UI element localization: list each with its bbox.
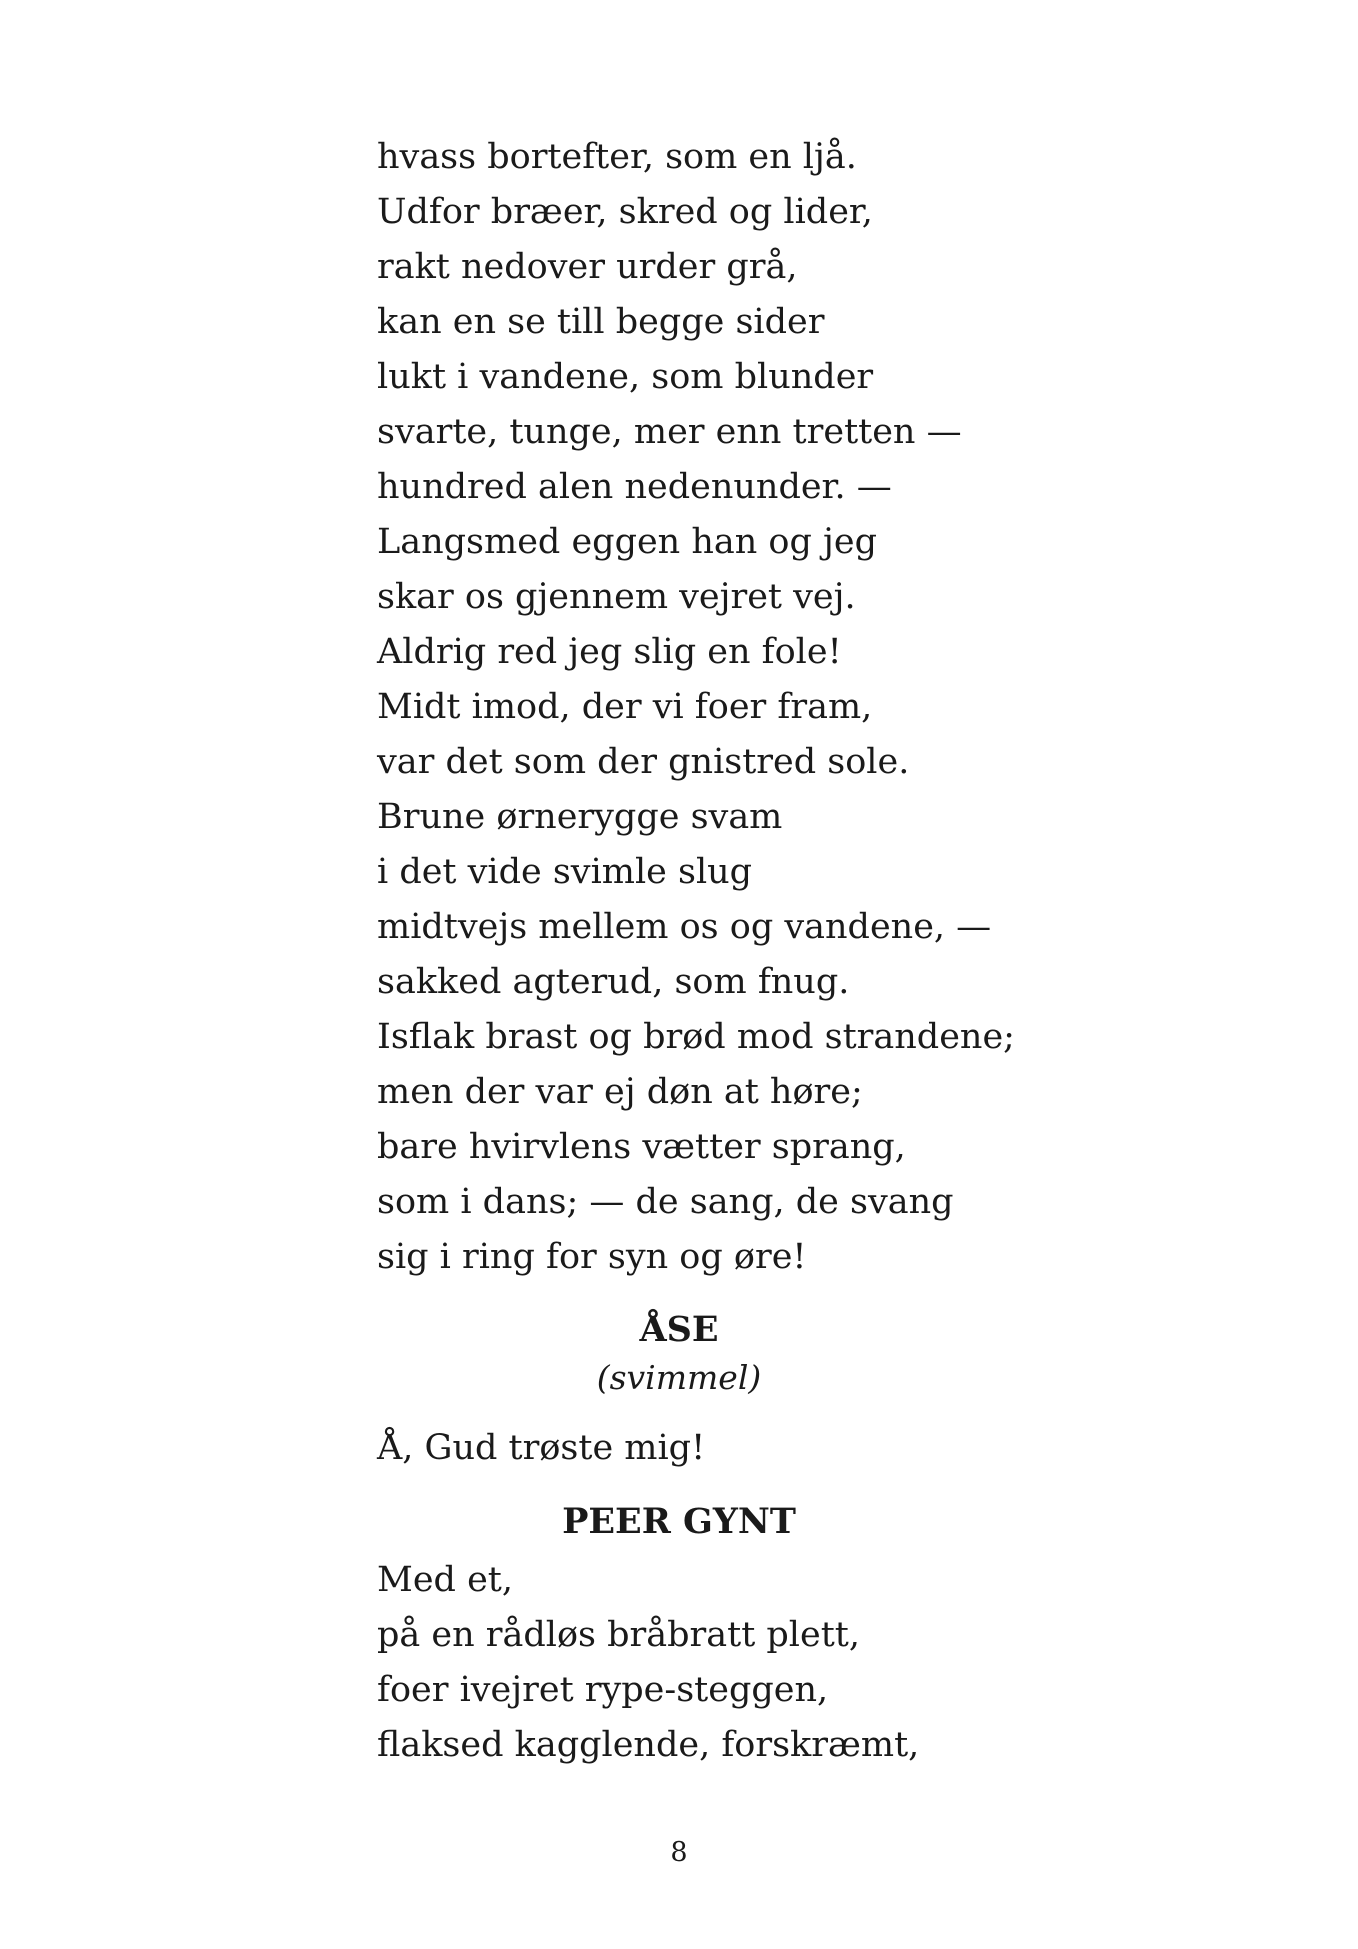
verse-line: Med et, <box>377 1560 513 1600</box>
verse-line: lukt i vandene, som blunder <box>377 357 874 397</box>
verse-line: rakt nedover urder grå, <box>377 247 798 287</box>
verse-line: men der var ej døn at høre; <box>377 1072 863 1112</box>
verse-line: Langsmed eggen han og jeg <box>377 522 877 562</box>
verse-line: foer ivejret rype-steggen, <box>377 1670 829 1710</box>
verse-block-1 <box>377 130 1015 1285</box>
verse-line: midtvejs mellem os og vandene, — <box>377 907 992 947</box>
verse-line: kan en se till begge sider <box>377 302 825 342</box>
verse-line: Isflak brast og brød mod strandene; <box>377 1017 1015 1057</box>
verse-line: Udfor bræer, skred og lider, <box>377 192 873 232</box>
verse-line: var det som der gnistred sole. <box>377 742 910 782</box>
verse-line: i det vide svimle slug <box>377 852 753 892</box>
verse-line: sig i ring for syn og øre! <box>377 1237 807 1277</box>
speaker-name-ase: ÅSE <box>639 1309 719 1350</box>
page-number: 8 <box>670 1837 688 1868</box>
speaker-name-peer-gynt: PEER GYNT <box>562 1501 796 1542</box>
verse-line: Aldrig red jeg slig en fole! <box>377 632 842 672</box>
verse-line: sakked agterud, som fnug. <box>377 962 850 1002</box>
verse-line: Midt imod, der vi foer fram, <box>377 687 873 727</box>
verse-line: bare hvirvlens vætter sprang, <box>377 1127 906 1167</box>
verse-line: på en rådløs bråbratt plett, <box>377 1615 860 1655</box>
verse-block-3 <box>377 1553 919 1773</box>
verse-line: flaksed kagglende, forskræmt, <box>377 1725 920 1765</box>
verse-line: Brune ørnerygge svam <box>377 797 783 837</box>
verse-line: skar os gjennem vejret vej. <box>377 577 856 617</box>
verse-line: Å, Gud trøste mig! <box>377 1428 706 1468</box>
verse-line: som i dans; — de sang, de svang <box>377 1182 954 1222</box>
stage-direction: (svimmel) <box>596 1358 762 1397</box>
verse-line: hundred alen nedenunder. — <box>377 467 892 507</box>
verse-line: svarte, tunge, mer enn tretten — <box>377 412 962 452</box>
verse-line: hvass bortefter, som en ljå. <box>377 137 857 177</box>
verse-block-2 <box>377 1421 705 1476</box>
